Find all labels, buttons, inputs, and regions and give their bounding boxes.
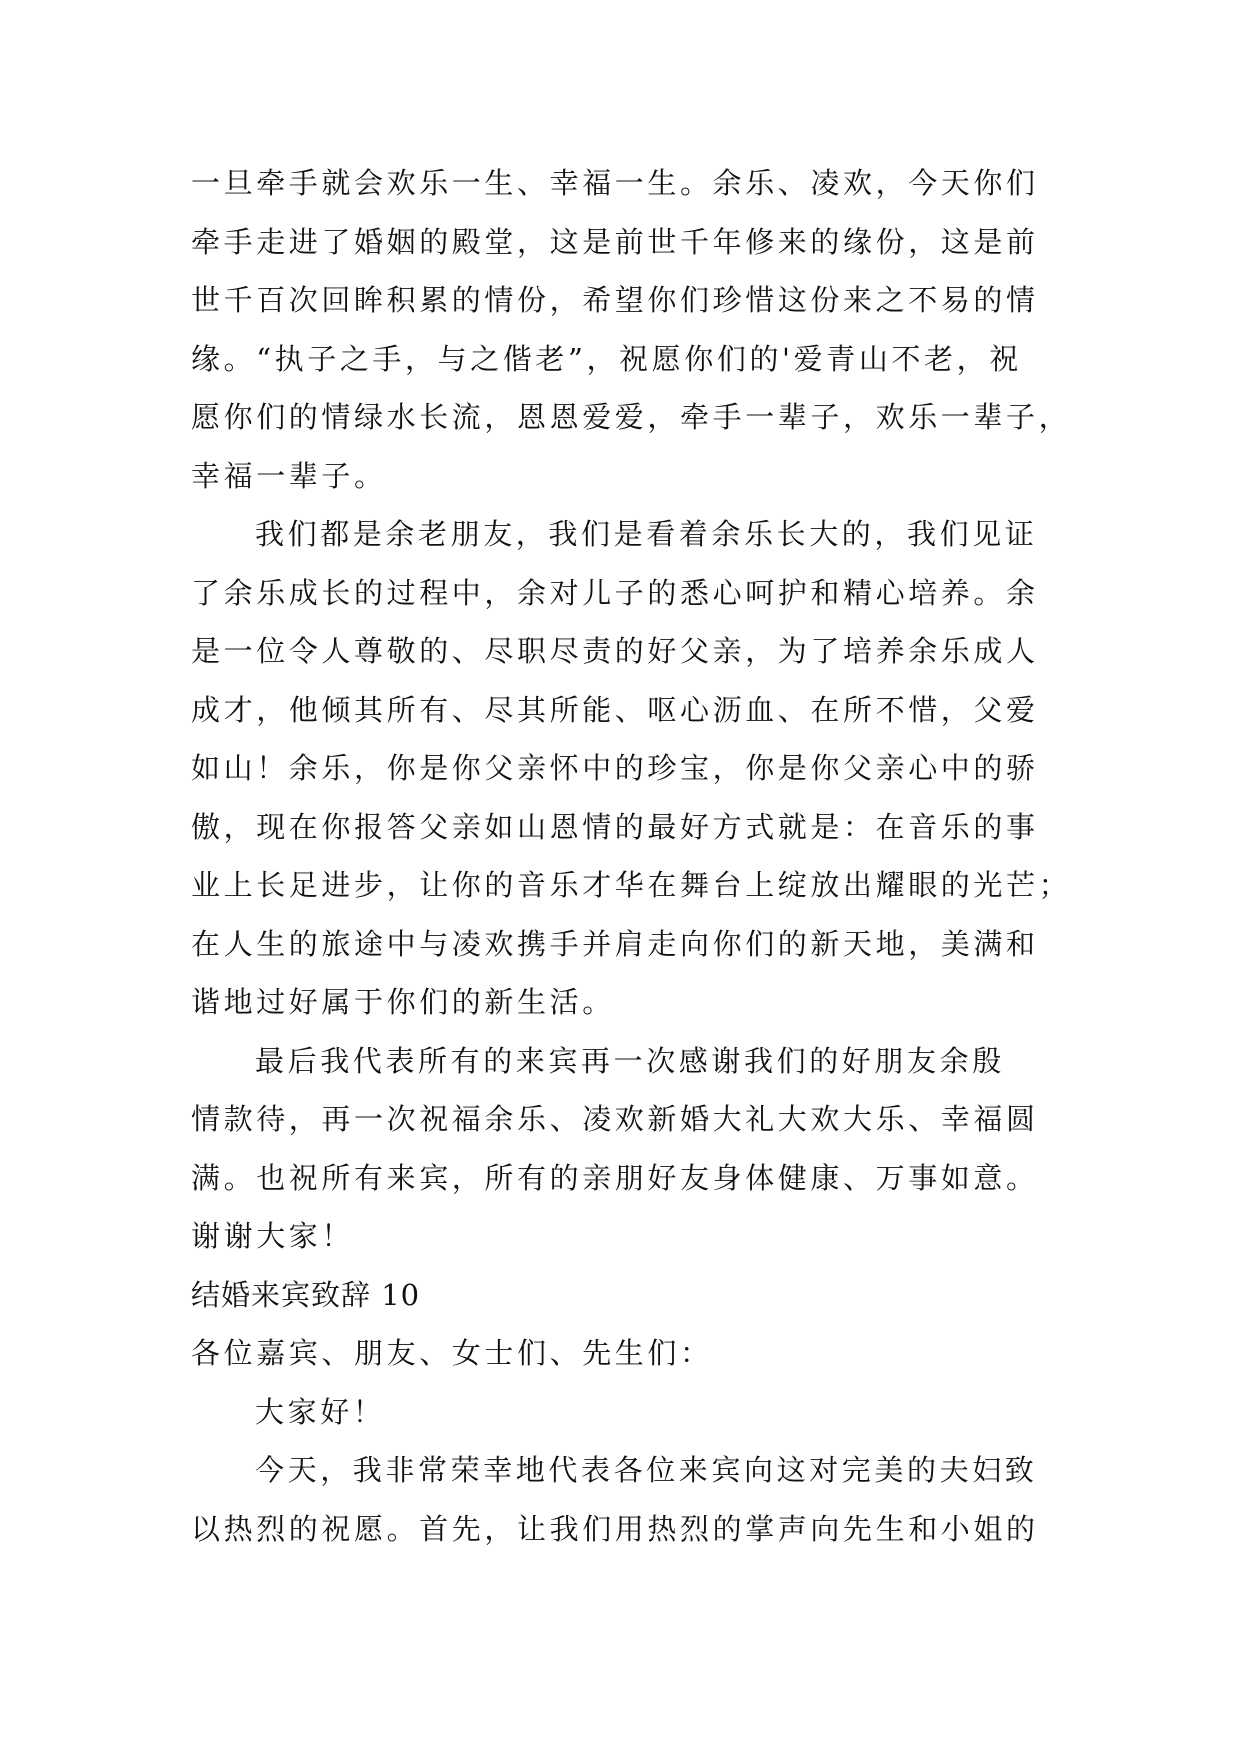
text-line: 了余乐成长的过程中，余对儿子的悉心呵护和精心培养。余 [191, 575, 1039, 610]
text-line: 如山！余乐，你是你父亲怀中的珍宝，你是你父亲心中的骄 [191, 751, 1039, 785]
text-line: 谢谢大家！ [191, 1219, 355, 1253]
text-line: 在人生的旅途中与凌欢携手并肩走向你们的新天地，美满和 [191, 926, 1039, 961]
text-line: 世千百次回眸积累的情份，希望你们珍惜这份来之不易的情 [191, 283, 1039, 317]
text-line: 傲，现在你报答父亲如山恩情的最好方式就是：在音乐的事 [191, 809, 1039, 844]
text-line: 是一位令人尊敬的、尽职尽责的好父亲，为了培养余乐成人 [191, 634, 1039, 668]
paragraph-first-line: 我们都是余老朋友，我们是看着余乐长大的，我们见证 [255, 517, 1038, 551]
text-line: 缘。“执子之手，与之偕老”，祝愿你们的'爱青山不老，祝 [191, 341, 1022, 376]
paragraph-first-line: 今天，我非常荣幸地代表各位来宾向这对完美的夫妇致 [255, 1453, 1038, 1487]
text-line: 成才，他倾其所有、尽其所能、呕心沥血、在所不惜，父爱 [191, 692, 1039, 727]
text-line: 一旦牵手就会欢乐一生、幸福一生。余乐、凌欢，今天你们 [191, 166, 1039, 200]
text-line: 愿你们的情绿水长流，恩恩爱爱，牵手一辈子，欢乐一辈子， [191, 400, 1072, 434]
text-line: 业上长足进步，让你的音乐才华在舞台上绽放出耀眼的光芒； [191, 868, 1072, 902]
text-line: 以热烈的祝愿。首先，让我们用热烈的掌声向先生和小姐的 [191, 1511, 1039, 1546]
text-line: 情款待，再一次祝福余乐、凌欢新婚大礼大欢大乐、幸福圆 [191, 1102, 1039, 1136]
paragraph-first-line: 最后我代表所有的来宾再一次感谢我们的好朋友余殷 [255, 1043, 1005, 1078]
text-line: 谐地过好属于你们的新生活。 [191, 985, 615, 1019]
salutation: 各位嘉宾、朋友、女士们、先生们： [191, 1336, 713, 1370]
text-line: 幸福一辈子。 [191, 458, 387, 493]
text-line: 牵手走进了婚姻的殿堂，这是前世千年修来的缘份，这是前 [191, 224, 1039, 259]
text-line: 满。也祝所有来宾，所有的亲朋好友身体健康、万事如意。 [191, 1160, 1039, 1195]
section-heading: 结婚来宾致辞 10 [191, 1277, 421, 1312]
greeting: 大家好！ [255, 1394, 386, 1429]
document-body [191, 154, 1072, 1558]
